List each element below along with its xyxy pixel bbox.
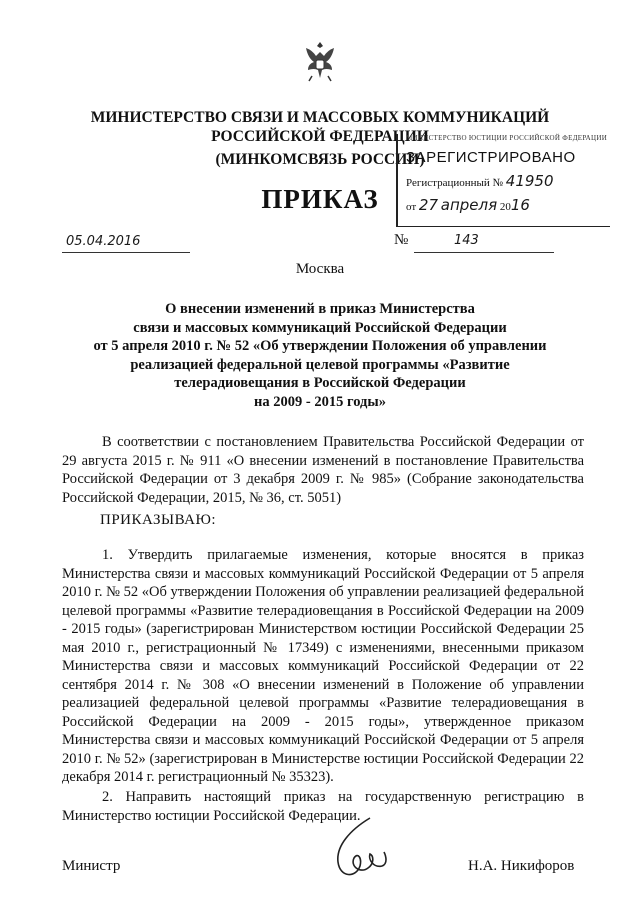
order-number: 143	[454, 233, 479, 248]
document-type-title: ПРИКАЗ	[261, 184, 379, 214]
subject-line: от 5 апреля 2010 г. № 52 «Об утверждении Положения об управлении	[93, 338, 547, 354]
legal-basis-paragraph: В соответствии с постановлением Правительства Российской Федерации от 29 августа 2015 г. № 911 «О внесении изменений в постановление Правительства Российской Федерации от 3 декабря 2009 г. № 985» (Собрание законодательства Российской Федерации, 2015, № 36, ст. 5051)	[62, 434, 584, 506]
ministry-name-line2: РОССИЙСКОЙ ФЕДЕРАЦИИ	[211, 128, 429, 145]
stamp-ministry-label: МИНИСТЕРСТВО ЮСТИЦИИ РОССИЙСКОЙ ФЕДЕРАЦИИ	[406, 134, 608, 142]
stamp-registered-label: ЗАРЕГИСТРИРОВАНО	[406, 149, 576, 166]
order-date-field	[62, 232, 190, 253]
order-number-sign: №	[394, 232, 409, 248]
stamp-year-suffix: 16	[510, 196, 530, 214]
order-keyword: ПРИКАЗЫВАЮ:	[100, 512, 217, 528]
subject-line: связи и массовых коммуникаций Российской Федерации	[133, 319, 507, 336]
subject-line: реализацией федеральной целевой программы «Развитие	[130, 356, 510, 373]
signatory-name: Н.А. Никифоров	[468, 858, 575, 874]
ministry-short-name: (МИНКОМСВЯЗЬ РОССИИ)	[215, 151, 425, 168]
stamp-year-prefix: 20	[499, 201, 511, 213]
order-number-field	[414, 232, 554, 253]
stamp-reg-label: Регистрационный №	[406, 177, 504, 189]
order-item-1: 1. Утвердить прилагаемые изменения, которые вносятся в приказ Министерства связи и массовых коммуникаций Российской Федерации от 5 апреля 2010 г. № 52 «Об утверждении Положения об управлении реализацией федеральной целевой программы «Развитие телерадиовещания в Российской Федерации на 2009 - 2015 годы» (зарегистрирован Министерством юстиции Российской Федерации 25 мая 2010 г., регистрационный № 17349) с изменениями, внесенными приказом Министерства связи и массовых коммуникаций Российской Федерации от 22 сентября 2014 г. № 308 «О внесении изменений в Положение об управлении реализацией федеральной целевой программы «Развитие телерадиовещания в Российской Федерации на 2009 - 2015 годы», утвержденное приказом Министерства связи и массовых коммуникаций Российской Федерации от 5 апреля 2010 г. № 52» (зарегистрирован в Министерстве юстиции Российской Федерации 22 декабря 2014 г. регистрационный № 35323).	[62, 547, 584, 785]
city-name: Москва	[295, 261, 345, 277]
order-date: 05.04.2016	[66, 234, 141, 249]
handwritten-signature	[330, 816, 390, 888]
subject-line: на 2009 - 2015 годы»	[254, 393, 386, 410]
subject-line: телерадиовещания в Российской Федерации	[174, 375, 466, 391]
stamp-reg-number-row	[406, 172, 610, 190]
ministry-name-line1: МИНИСТЕРСТВО СВЯЗИ И МАССОВЫХ КОММУНИКАЦИЙ	[90, 109, 550, 126]
signatory-title: Министр	[62, 858, 121, 874]
stamp-date-prefix: от	[406, 201, 417, 213]
stamp-reg-number: 41950	[505, 172, 554, 190]
coat-of-arms-icon	[300, 38, 340, 84]
stamp-date-day: 27	[418, 196, 439, 214]
registration-stamp	[396, 134, 610, 227]
stamp-date-row	[406, 196, 610, 214]
order-subject	[70, 300, 570, 411]
subject-line: О внесении изменений в приказ Министерства	[165, 301, 475, 317]
stamp-date-month: апреля	[440, 196, 498, 214]
order-item-2: 2. Направить настоящий приказ на государственную регистрацию в Министерство юстиции Российской Федерации.	[62, 789, 584, 824]
